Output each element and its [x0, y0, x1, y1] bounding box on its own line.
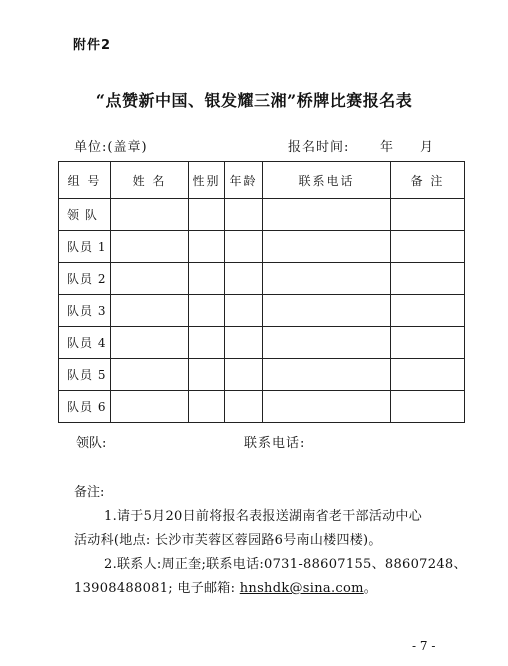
table-cell[interactable] — [225, 359, 263, 391]
registration-table — [58, 161, 465, 423]
table-cell[interactable] — [189, 199, 225, 231]
header-group-number: 组 号 — [59, 162, 111, 199]
table-row — [59, 199, 465, 231]
table-cell[interactable] — [225, 231, 263, 263]
note-line-4-end: 。 — [363, 581, 378, 596]
table-cell[interactable] — [263, 327, 391, 359]
header-phone: 联系电话 — [263, 162, 391, 199]
table-cell[interactable] — [225, 327, 263, 359]
table-row — [59, 263, 465, 295]
table-cell[interactable] — [111, 295, 189, 327]
table-cell[interactable] — [189, 263, 225, 295]
header-gender: 性别 — [189, 162, 225, 199]
page-number: - 7 - — [412, 639, 436, 653]
table-cell[interactable] — [189, 231, 225, 263]
table-cell[interactable] — [391, 199, 465, 231]
note-line-4-text: 13908488081; 电子邮箱: — [74, 581, 240, 596]
table-cell[interactable] — [225, 263, 263, 295]
table-cell[interactable] — [225, 391, 263, 423]
header-age: 年龄 — [225, 162, 263, 199]
table-cell[interactable] — [391, 359, 465, 391]
leader-label: 领队: — [76, 436, 107, 451]
table-cell[interactable] — [225, 199, 263, 231]
table-cell[interactable] — [391, 391, 465, 423]
table-cell[interactable] — [111, 231, 189, 263]
row-label: 队员 2 — [59, 263, 111, 295]
note-line-3: 2.联系人:周正奎;联系电话:0731-88607155、88607248、 — [104, 557, 467, 572]
table-cell[interactable] — [111, 327, 189, 359]
row-label: 队员 1 — [59, 231, 111, 263]
row-label: 队员 6 — [59, 391, 111, 423]
phone-label: 联系电话: — [244, 436, 306, 451]
header-remarks: 备 注 — [391, 162, 465, 199]
table-cell[interactable] — [111, 391, 189, 423]
table-row — [59, 295, 465, 327]
table-row — [59, 391, 465, 423]
table-cell[interactable] — [111, 199, 189, 231]
table-cell[interactable] — [111, 263, 189, 295]
row-label: 队员 4 — [59, 327, 111, 359]
month-label: 月 — [420, 140, 434, 155]
form-title: “点赞新中国、银发耀三湘”桥牌比赛报名表 — [95, 91, 413, 110]
table-cell[interactable] — [189, 359, 225, 391]
table-cell[interactable] — [189, 327, 225, 359]
table-cell[interactable] — [391, 327, 465, 359]
table-cell[interactable] — [263, 295, 391, 327]
note-line-1: 1.请于5月20日前将报名表报送湖南省老干部活动中心 — [104, 509, 423, 524]
email-link[interactable]: hnshdk@sina.com — [239, 581, 364, 596]
table-cell[interactable] — [189, 295, 225, 327]
header-name: 姓 名 — [111, 162, 189, 199]
row-label: 领 队 — [59, 199, 111, 231]
table-row — [59, 231, 465, 263]
table-cell[interactable] — [391, 231, 465, 263]
table-cell[interactable] — [263, 263, 391, 295]
unit-label: 单位:(盖章) — [74, 140, 148, 155]
registration-time-label: 报名时间: — [288, 140, 350, 155]
table-cell[interactable] — [263, 231, 391, 263]
table-row — [59, 327, 465, 359]
table-cell[interactable] — [225, 295, 263, 327]
table-row — [59, 359, 465, 391]
table-cell[interactable] — [111, 359, 189, 391]
table-cell[interactable] — [263, 359, 391, 391]
year-label: 年 — [380, 140, 394, 155]
attachment-label: 附件2 — [73, 38, 112, 53]
table-cell[interactable] — [189, 391, 225, 423]
table-cell[interactable] — [263, 199, 391, 231]
note-line-2: 活动科(地点: 长沙市芙蓉区蓉园路6号南山楼四楼)。 — [74, 533, 382, 548]
row-label: 队员 5 — [59, 359, 111, 391]
table-cell[interactable] — [263, 391, 391, 423]
table-cell[interactable] — [391, 263, 465, 295]
table-header-row — [59, 162, 465, 199]
notes-title: 备注: — [74, 485, 105, 500]
note-line-4 — [74, 577, 377, 596]
row-label: 队员 3 — [59, 295, 111, 327]
table-cell[interactable] — [391, 295, 465, 327]
